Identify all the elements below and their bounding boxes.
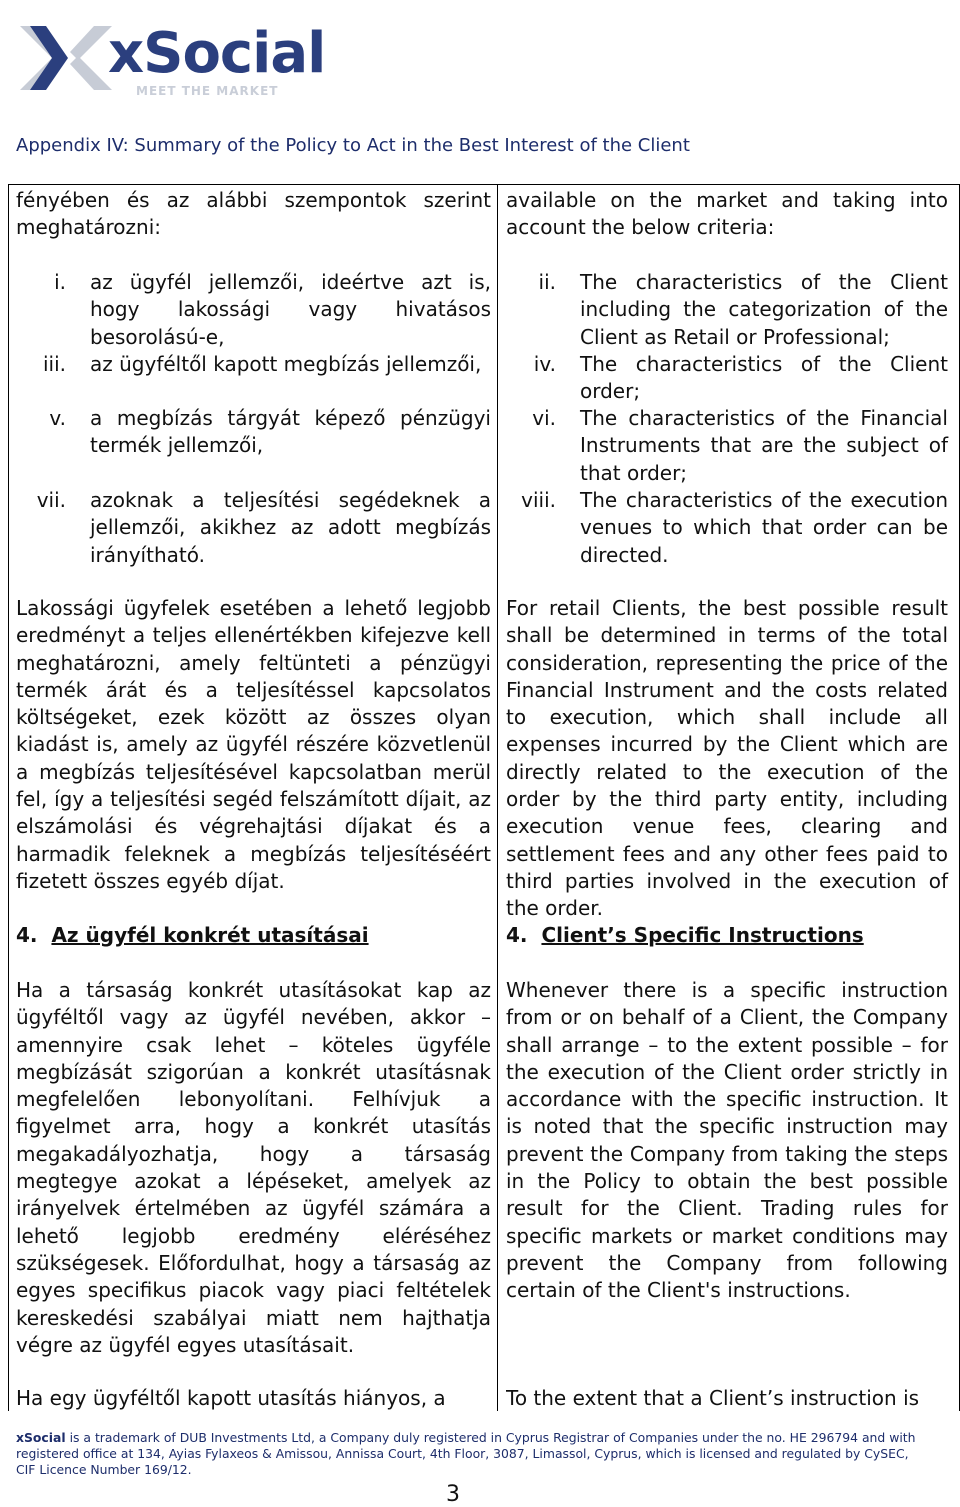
en-continuation-line: To the extent that a Client’s instruction is [506,1386,920,1410]
hu-section-heading [16,922,491,949]
en-section-heading [506,922,948,949]
column-divider [497,185,498,1411]
list-number: vi. [532,406,556,430]
en-section4-paragraph: Whenever there is a specific instruction from or on behalf of a Client, the Company shall arrange – to the extent possible – for the execution of the Client order strictly in accordance with the specific instruction. It is noted that the specific instruction may prevent the Company from taking the steps in the Policy to obtain the best possible result for the Client. Trading rules for specific markets or market conditions may prevent the Company from following certain of the Client's instructions. [506,978,948,1303]
section-title: Az ügyfél konkrét utasításai [51,923,369,947]
list-text: The characteristics of the Client order; [580,352,948,404]
list-number: v. [49,406,66,430]
page-number: 3 [446,1482,460,1507]
hu-section4-paragraph: Ha a társaság konkrét utasításokat kap az ügyféltől vagy az ügyfél nevében, akkor – amennyire csak lehet – köteles ügyféle megbízását szigorúan a konkrét utasításnak megfelelően lebonyolítani. Felhívjuk a figyelmet arra, hogy a konkrét utasítás megakadályozhatja, hogy a társaság megtegye azokat a lépéseket, amelyek az irányelvek értelmében az ügyfél számára a lehető legjobb eredmény eléréséhez szükségesek. Előfordulhat, hogy a társaság az egyes specifikus piacok vagy piaci feltételek kereskedési szabályai miatt nem hajthatja végre az ügyfél egyes utasításait. [16,978,491,1357]
list-text: The characteristics of the Financial Instruments that are the subject of that order; [580,406,948,485]
list-text: az ügyféltől kapott megbízás jellemzői, [90,352,482,376]
list-number: i. [54,270,66,294]
xsocial-logo [16,14,336,100]
en-intro: available on the market and taking into account the below criteria: [506,188,948,240]
list-text: a megbízás tárgyát képező pénzügyi termék jellemzői, [90,406,491,458]
list-text: az ügyfél jellemzői, ideértve azt is, hogy lakossági vagy hivatásos besorolású-e, [90,270,491,349]
footer-notice [16,1430,916,1478]
logo-tagline: MEET THE MARKET [136,84,279,98]
list-number: viii. [521,488,556,512]
list-number: ii. [538,270,556,294]
hu-intro: fényében és az alábbi szempontok szerint meghatározni: [16,188,491,240]
appendix-title: Appendix IV: Summary of the Policy to Act in the Best Interest of the Client [16,135,690,156]
logo-mark-icon [16,22,116,94]
list-number: vii. [36,488,66,512]
bilingual-table [8,184,960,1411]
logo-text: xSocial [108,21,326,86]
list-text: The characteristics of the execution venues to which that order can be directed. [580,488,948,567]
section-number: 4. [506,923,528,947]
list-number: iii. [42,352,66,376]
list-text: The characteristics of the Client including the categorization of the Client as Retail or Professional; [580,270,948,349]
footer-text: is a trademark of DUB Investments Ltd, a Company duly registered in Cyprus Registrar of Companies under the no. HE 296794 and with registered office at 134, Ayias Fylaxeos & Amissou, Annissa Court, 4th Floor, 3087, Limassol, Cyprus, which is licensed and regulated by CySEC, CIF Licence Number 169/12. [16,1430,916,1477]
section-title: Client’s Specific Instructions [541,923,864,947]
section-number: 4. [16,923,38,947]
footer-brand: xSocial [16,1430,66,1445]
en-retail-paragraph: For retail Clients, the best possible result shall be determined in terms of the total consideration, representing the price of the Financial Instrument and the costs related to execution, which shall include all expenses incurred by the Client which are directly related to the execution of the order by the third party entity, including execution venue fees, clearing and settlement fees and any other fees paid to third parties involved in the execution of the order. [506,596,948,921]
list-number: iv. [533,352,556,376]
hu-retail-paragraph: Lakossági ügyfelek esetében a lehető legjobb eredményt a teljes ellenértékben kifejezve kell meghatározni, amely feltünteti a pénzügyi termék árát és a teljesítéssel kapcsolatos költségeket, ezek között az összes olyan kiadást is, amely az ügyfél részére közvetlenül a megbízás teljesítésével kapcsolatban merül fel, így a teljesítési segéd felszámított díjait, az elszámolási és végrehajtási díjakat és a harmadik feleknek a megbízás teljesítéséért fizetett összes egyéb díjat. [16,596,491,893]
list-text: azoknak a teljesítési segédeknek a jellemzői, akikhez az adott megbízás irányítható. [90,488,491,567]
hu-continuation-line: Ha egy ügyféltől kapott utasítás hiányos, a [16,1386,446,1410]
